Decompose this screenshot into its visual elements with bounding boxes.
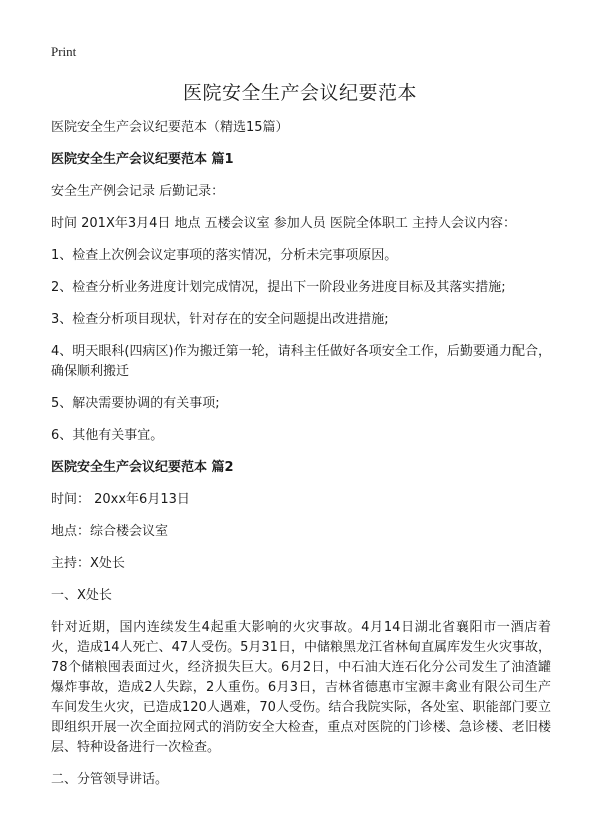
document-subtitle: 医院安全生产会议纪要范本（精选15篇） xyxy=(51,120,289,135)
section-1-line: 6、其他有关事宜。 xyxy=(51,428,164,443)
meeting-time: 时间： 20xx年6月13日 xyxy=(51,492,190,507)
section-1-line: 2、检查分析业务进度计划完成情况，提出下一阶段业务进度目标及其落实措施; xyxy=(51,280,506,295)
part-1-heading: 一、X处长 xyxy=(51,588,112,603)
section-1-line: 3、检查分析项目现状，针对存在的安全问题提出改进措施; xyxy=(51,312,389,327)
part-2-heading: 二、分管领导讲话。 xyxy=(51,772,169,787)
section-1-line: 1、检查上次例会议定事项的落实情况，分析未完事项原因。 xyxy=(51,248,398,263)
part-1-body: 针对近期，国内连续发生4起重大影响的火灾事故。4月14日湖北省襄阳市一酒店着火，造成14人死亡、47人受伤。5月31日，中储粮黑龙江省林甸直属库发生火灾事故，78个储粮囤表面过火，经济损失巨大。6月2日，中石油大连石化分公司发生了油渣罐爆炸事故，造成2人失踪，2人重伤。6月3日，吉林省德惠市宝源丰禽业有限公司生产车间发生火灾，已造成120人遇难，70人受伤。结合我院实际，各处室、职能部门要立即组织开展一次全面拉网式的消防安全大检查，重点对医院的门诊楼、急诊楼、老旧楼层、特种设备进行一次检查。 xyxy=(51,620,551,755)
document-title: 医院安全生产会议纪要范本 xyxy=(182,82,417,104)
section-1-item-4: 4、明天眼科(四病区)作为搬迁第一轮，请科主任做好各项安全工作，后勤要通力配合，确保顺利搬迁 xyxy=(51,344,551,379)
section-1-line: 时间 201X年3月4日 地点 五楼会议室 参加人员 医院全体职工 主持人会议内容： xyxy=(51,216,517,231)
section-1-heading: 医院安全生产会议纪要范本 篇1 xyxy=(51,152,234,167)
section-1-line: 5、解决需要协调的有关事项; xyxy=(51,396,220,411)
meeting-host: 主持：X处长 xyxy=(51,556,125,571)
section-1-line: 安全生产例会记录 后勤记录： xyxy=(51,184,225,199)
document-body xyxy=(51,118,551,802)
meeting-place: 地点：综合楼会议室 xyxy=(51,524,169,539)
section-2-heading: 医院安全生产会议纪要范本 篇2 xyxy=(51,460,234,475)
print-link[interactable]: Print xyxy=(51,44,77,59)
